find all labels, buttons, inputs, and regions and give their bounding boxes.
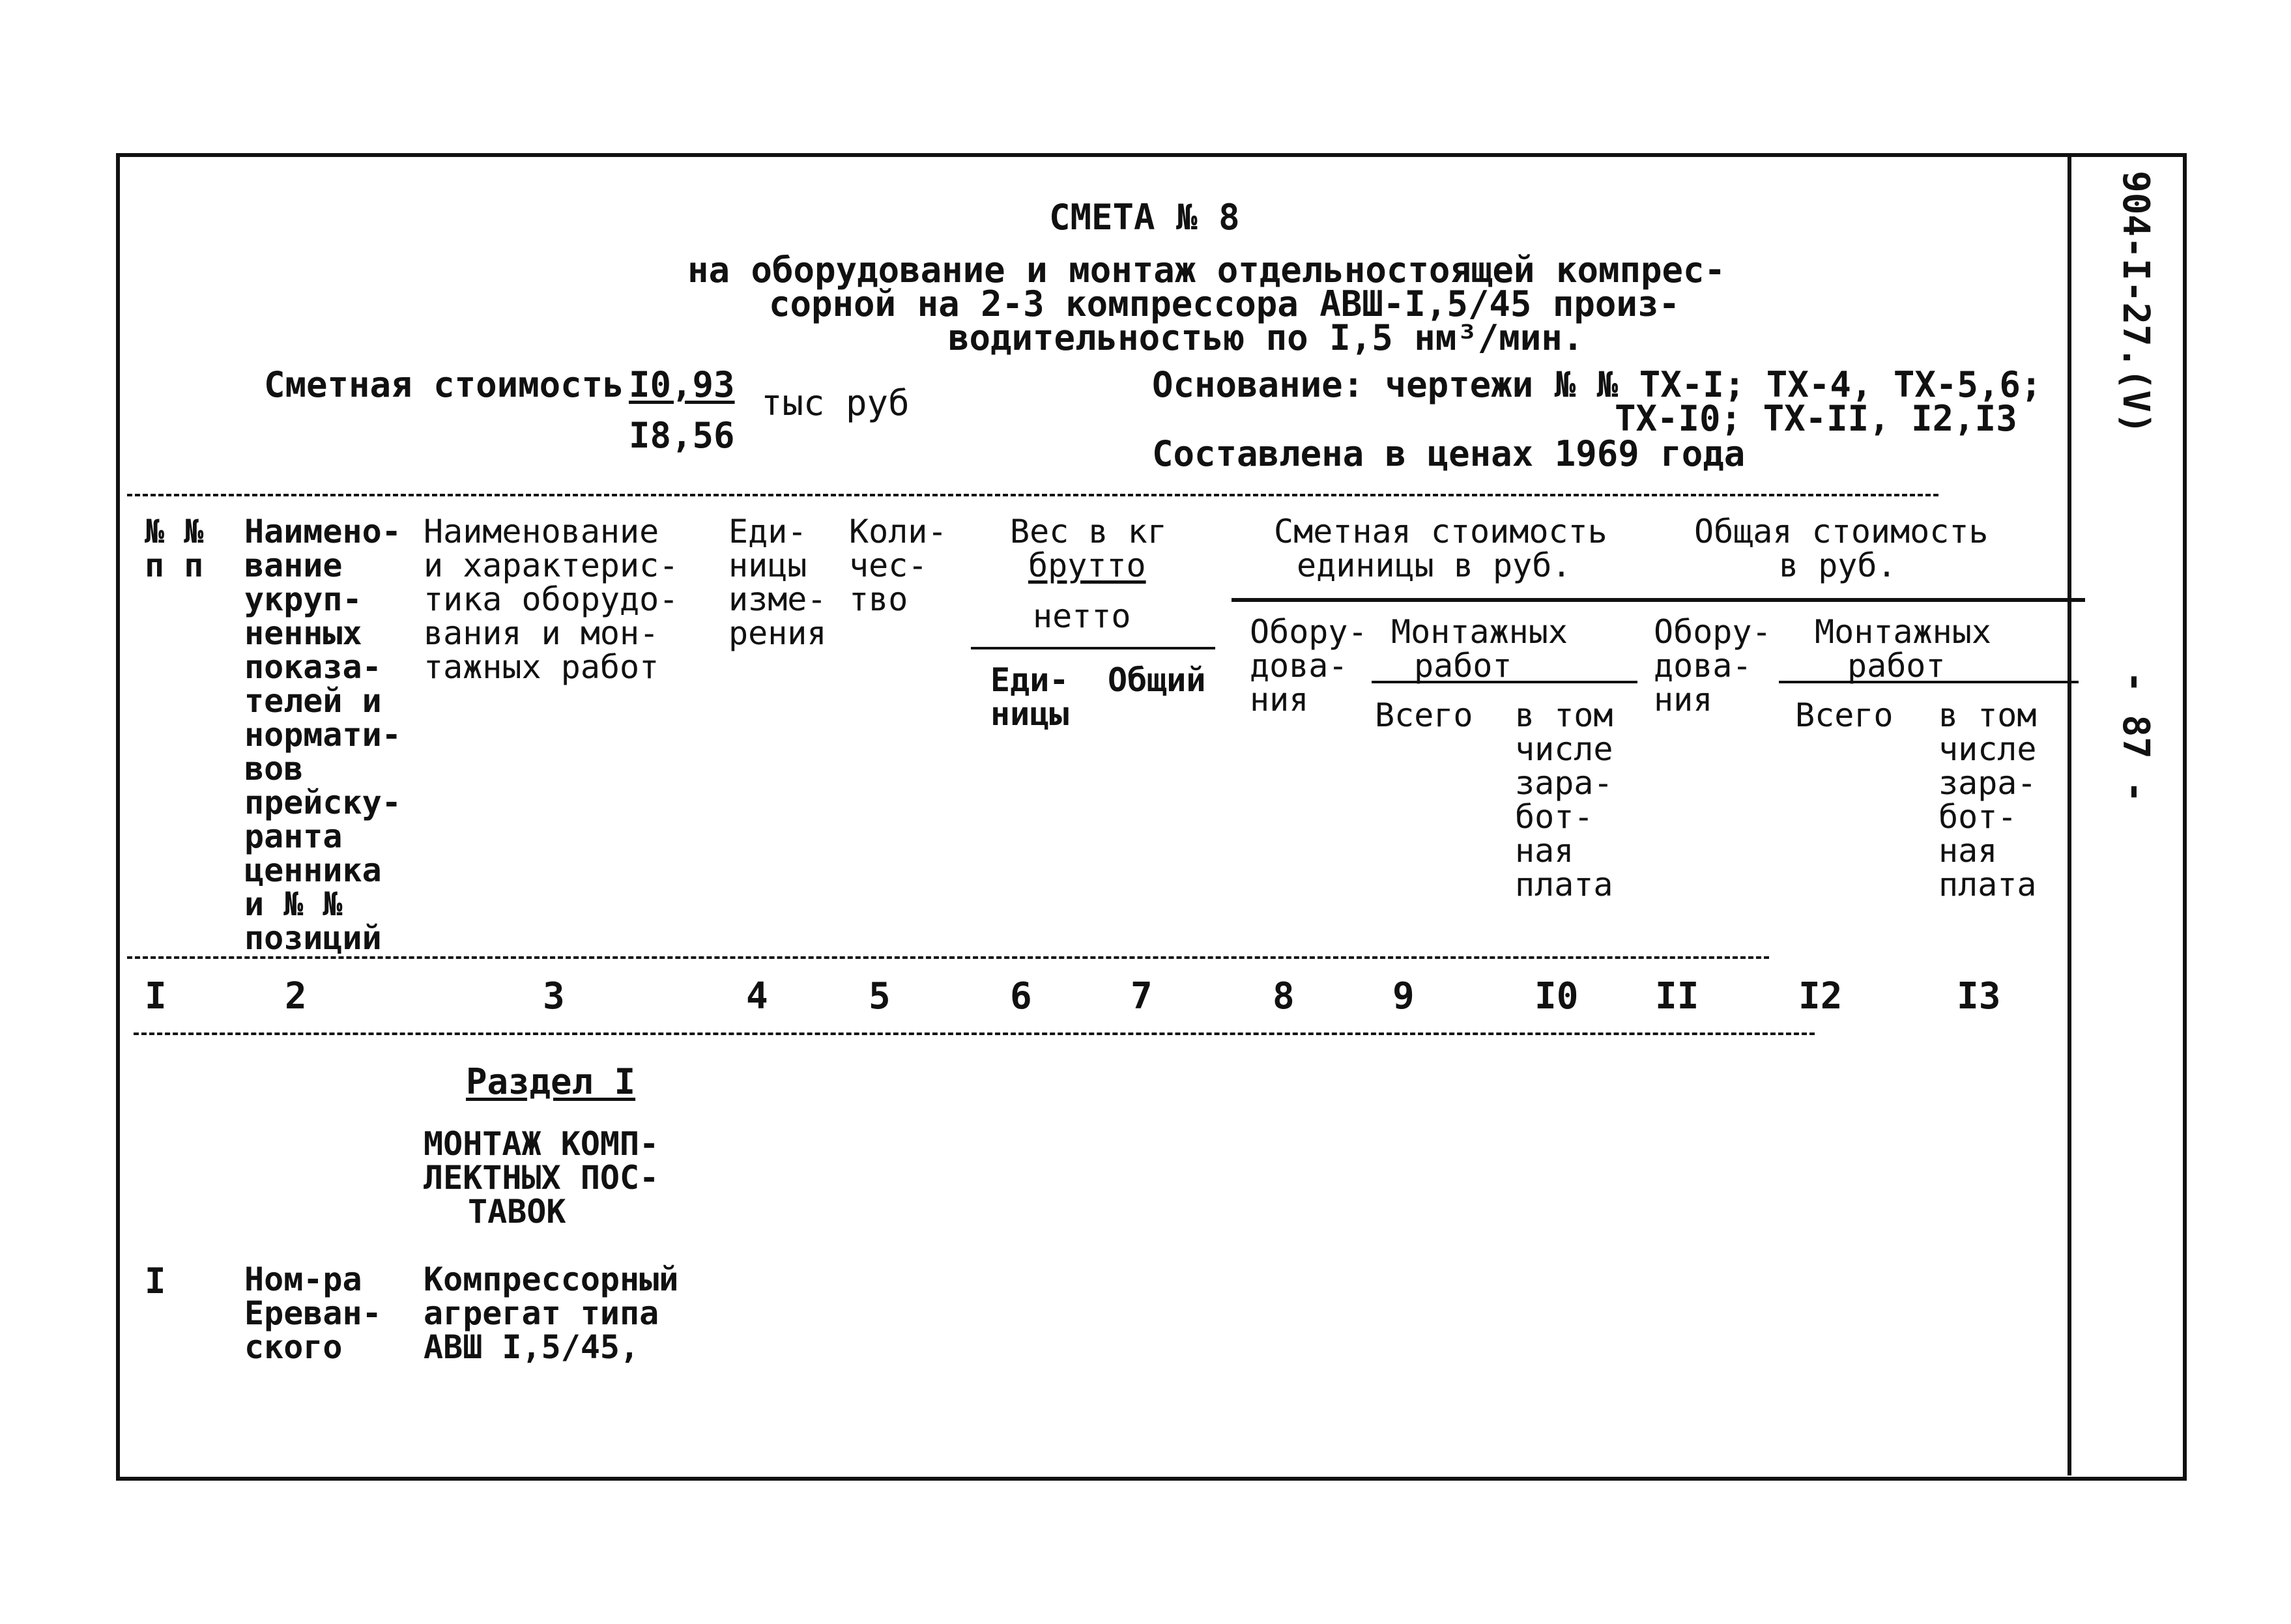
col9-header: Всего [1375,696,1473,734]
col7-header: Общий [1108,661,1206,699]
prices-year: Составлена в ценах 1969 года [1152,433,1746,474]
page-number: - 87 - [2114,671,2157,803]
cost-label: Сметная стоимость [264,364,624,405]
col-number-7: 7 [1131,975,1153,1018]
cost-value-2: I8,56 [629,415,735,456]
col-number-4: 4 [746,975,768,1018]
col-number-10: I0 [1535,975,1579,1018]
col-number-11: II [1655,975,1699,1018]
section-name-1: МОНТАЖ КОМП- [424,1125,659,1163]
weight-rule [971,647,1215,649]
col1-header-1: № № [145,513,204,550]
col-number-2: 2 [285,975,307,1018]
unit-cost-header-2: единицы в руб. [1297,547,1572,584]
weight-brutto: брутто [1028,547,1146,584]
col-number-5: 5 [869,975,891,1018]
col1-header-2: п п [145,547,204,584]
col12-header: Всего [1795,696,1894,734]
col6-header-2: ницы [990,695,1069,733]
col-number-13: I3 [1957,975,2001,1018]
cost-value-1: I0,93 [629,364,735,405]
mount-header-1b: работ [1414,647,1512,685]
right-margin-divider [2068,153,2071,1475]
total-cost-header-1: Общая стоимость [1694,513,1989,550]
section-name-3: ТАВОК [468,1193,566,1231]
header-top-rule [127,494,1938,496]
numbers-bottom-rule [134,1033,1815,1035]
section-label: Раздел I [466,1061,636,1102]
cost-unit: тыс руб [761,382,910,423]
unit-cost-header-1: Сметная стоимость [1274,513,1607,550]
col-number-6: 6 [1010,975,1032,1018]
cost-group-rule [1232,598,2085,602]
mount-header-2b: работ [1847,647,1946,685]
document-code: 904-I-27.(V) [2114,171,2157,434]
subtitle-line-2: сорной на 2-3 компрессора АВШ-I,5/45 произ- [769,283,1680,324]
mount-header-1: Монтажных [1391,613,1568,651]
mount-header-2: Монтажных [1815,613,1991,651]
total-cost-header-2: в руб. [1779,547,1897,584]
col-number-1: I [145,975,167,1018]
col6-header-1: Еди- [990,661,1069,699]
col-number-8: 8 [1273,975,1295,1018]
section-name-2: ЛЕКТНЫХ ПОС- [424,1159,659,1197]
row1-number: I [145,1261,166,1302]
col-number-9: 9 [1392,975,1415,1018]
subtitle-line-1: на оборудование и монтаж отдельностоящей компрес- [687,249,1726,291]
subtitle-line-3: водительностью по I,5 нм³/мин. [948,317,1584,358]
document-title: СМЕТА № 8 [1049,197,1240,238]
weight-netto: нетто [1033,597,1131,635]
basis-line-2: ТХ-I0; ТХ-II, I2,I3 [1615,398,2017,439]
col-number-3: 3 [543,975,565,1018]
col-number-12: I2 [1798,975,1843,1018]
weight-header: Вес в кг [1010,513,1167,550]
basis-line-1: Основание: чертежи № № ТХ-I; ТХ-4, ТХ-5,6; [1152,364,2042,405]
